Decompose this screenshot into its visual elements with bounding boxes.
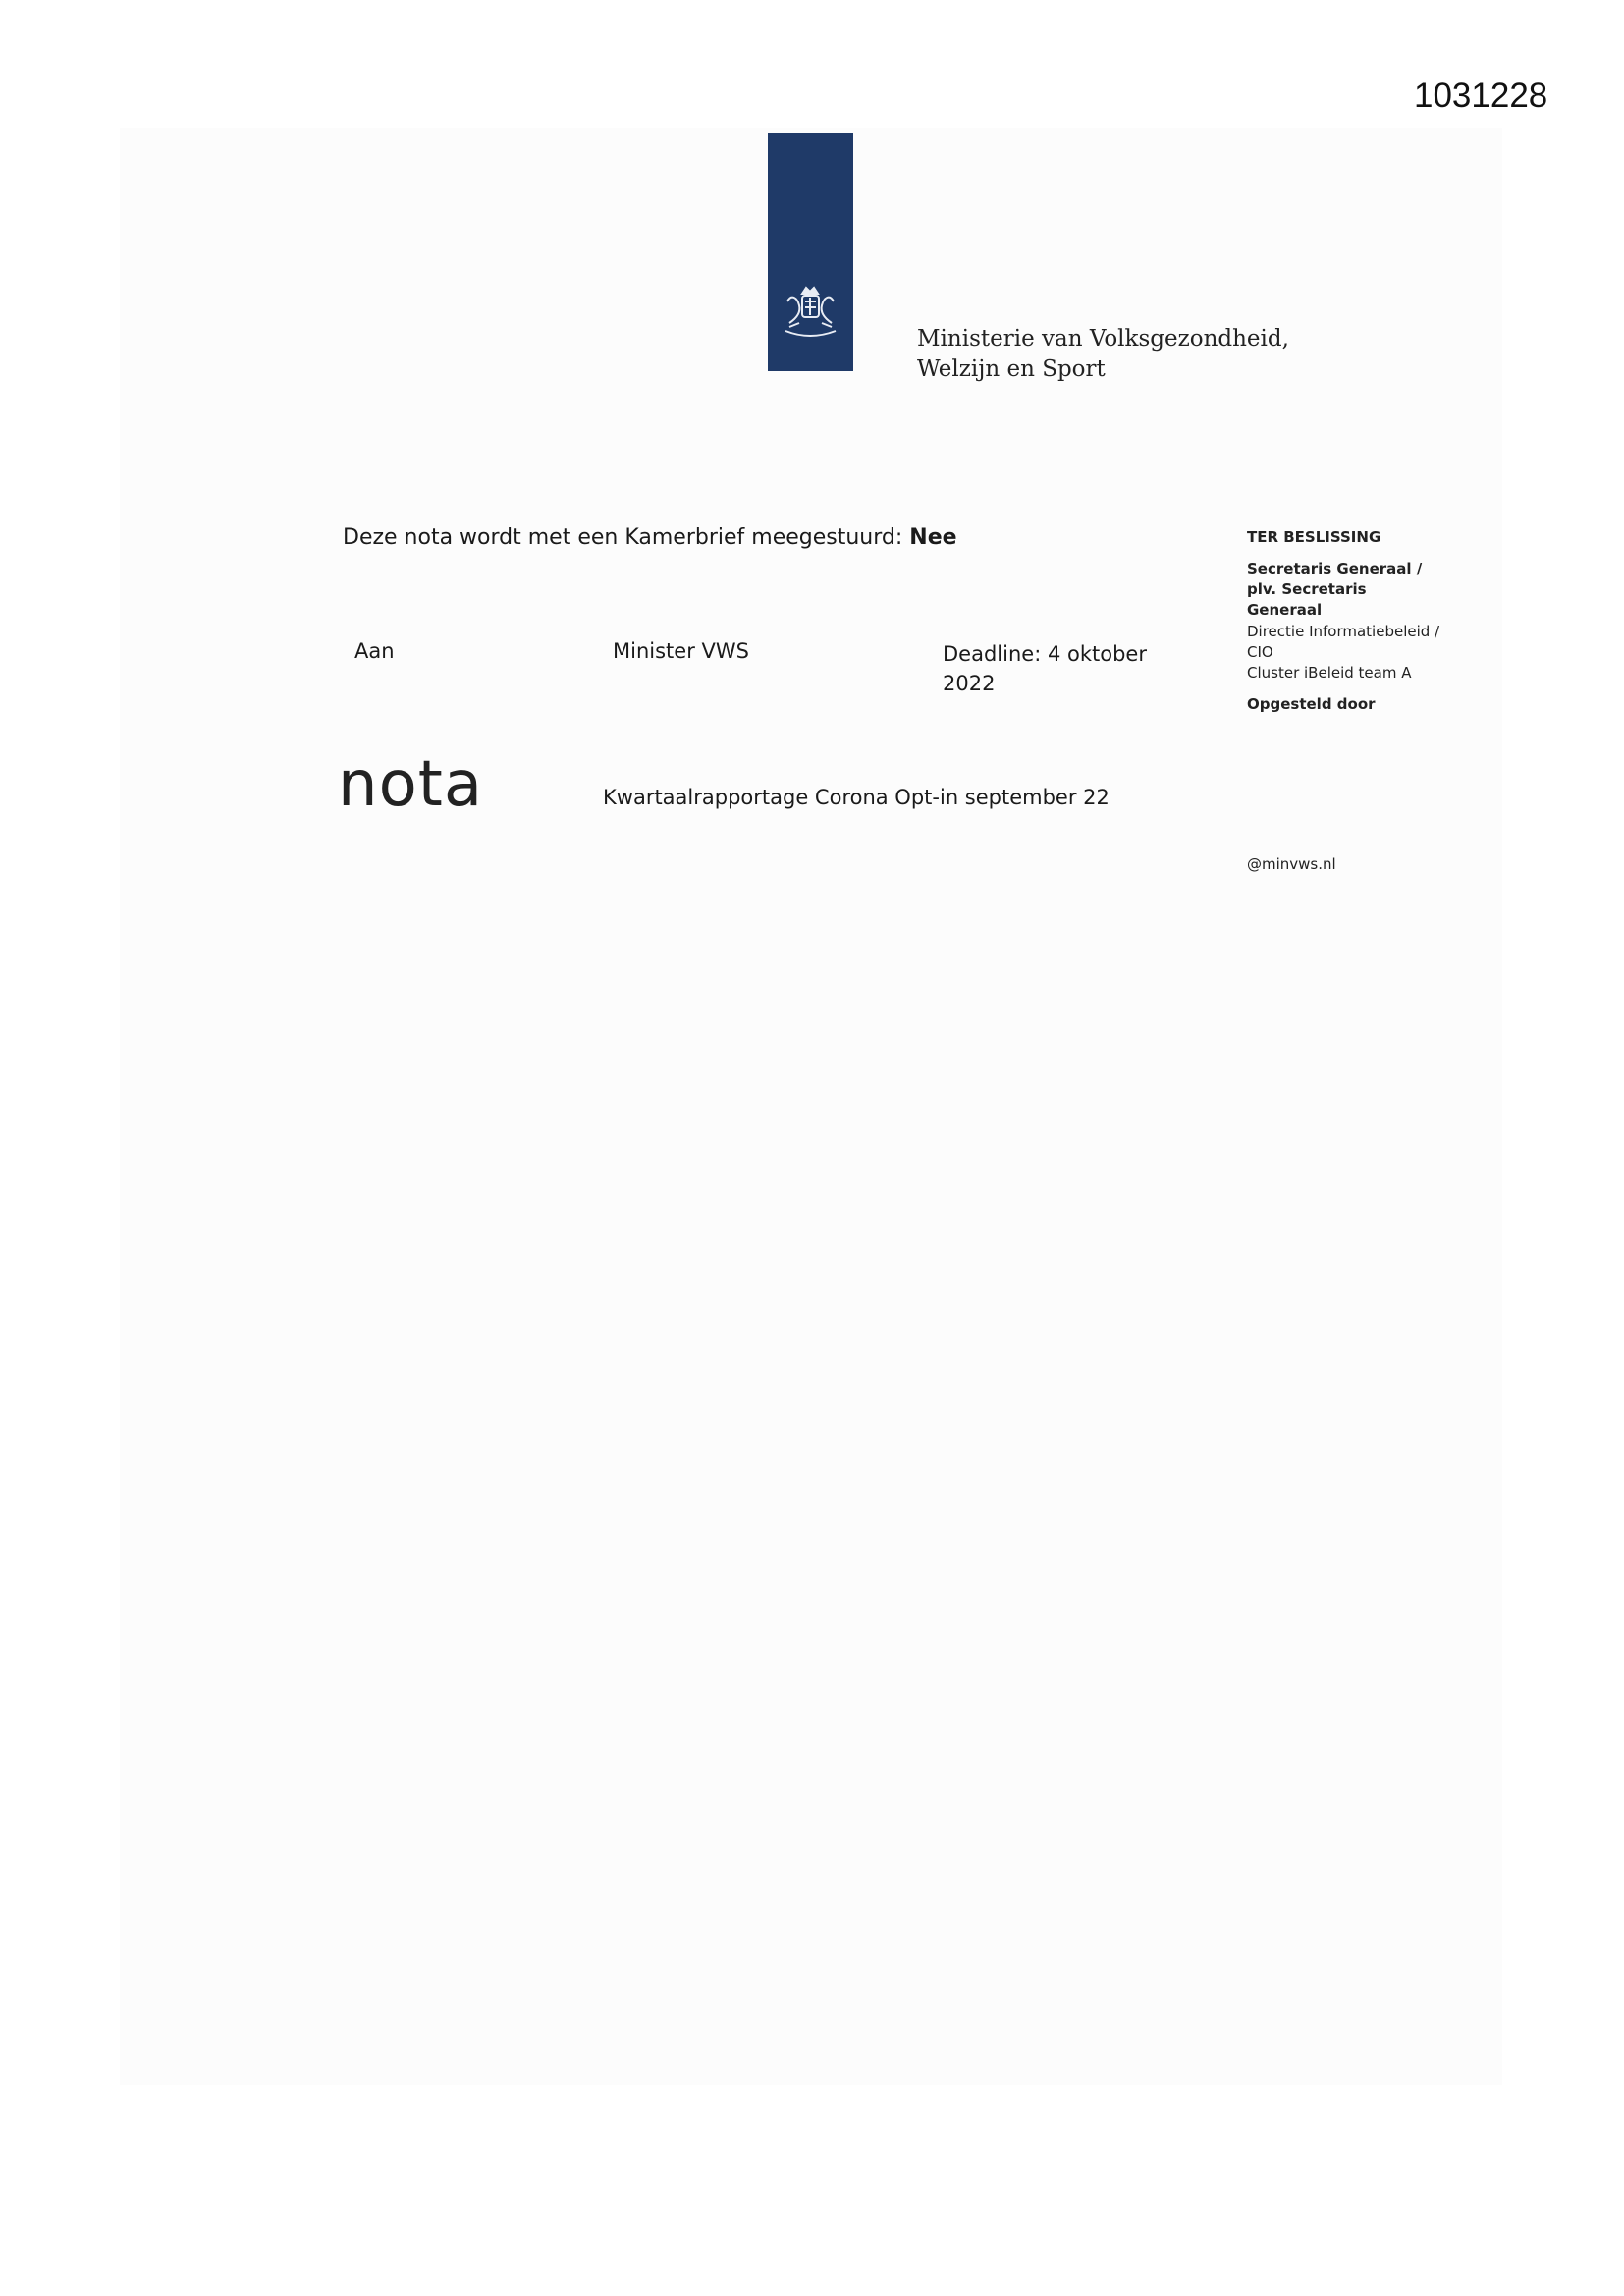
kamerbrief-line bbox=[343, 525, 957, 550]
recipient-line-2: plv. Secretaris bbox=[1247, 580, 1367, 598]
kamerbrief-value: Nee bbox=[909, 525, 957, 550]
cio-text: CIO bbox=[1247, 643, 1273, 661]
coat-of-arms-icon bbox=[776, 280, 845, 349]
document-number: 1031228 bbox=[1414, 77, 1548, 115]
ministry-line-2: Welzijn en Sport bbox=[917, 356, 1106, 382]
aan-label: Aan bbox=[354, 639, 395, 663]
opgesteld-door-label: Opgesteld door bbox=[1247, 695, 1376, 713]
ministry-line-1: Ministerie van Volksgezondheid, bbox=[917, 326, 1289, 352]
deadline-line-1: Deadline: 4 oktober bbox=[943, 642, 1147, 666]
ministry-name bbox=[917, 324, 1289, 385]
kamerbrief-label: Deze nota wordt met een Kamerbrief meegestuurd: bbox=[343, 525, 903, 550]
deadline bbox=[943, 639, 1188, 698]
rijksoverheid-logo-bar bbox=[768, 133, 853, 371]
status-label: TER BESLISSING bbox=[1247, 528, 1381, 546]
subject-line: Kwartaalrapportage Corona Opt-in september 22 bbox=[603, 786, 1110, 809]
email-suffix: @minvws.nl bbox=[1247, 855, 1336, 873]
scanned-page-area bbox=[120, 128, 1502, 2085]
directie-text: Directie Informatiebeleid / bbox=[1247, 623, 1440, 640]
aan-value: Minister VWS bbox=[613, 639, 749, 663]
deadline-line-2: 2022 bbox=[943, 672, 996, 695]
document-type-title: nota bbox=[338, 748, 484, 821]
cluster-text: Cluster iBeleid team A bbox=[1247, 664, 1412, 682]
recipient-line-3: Generaal bbox=[1247, 601, 1323, 619]
recipient-line-1: Secretaris Generaal / bbox=[1247, 560, 1423, 577]
